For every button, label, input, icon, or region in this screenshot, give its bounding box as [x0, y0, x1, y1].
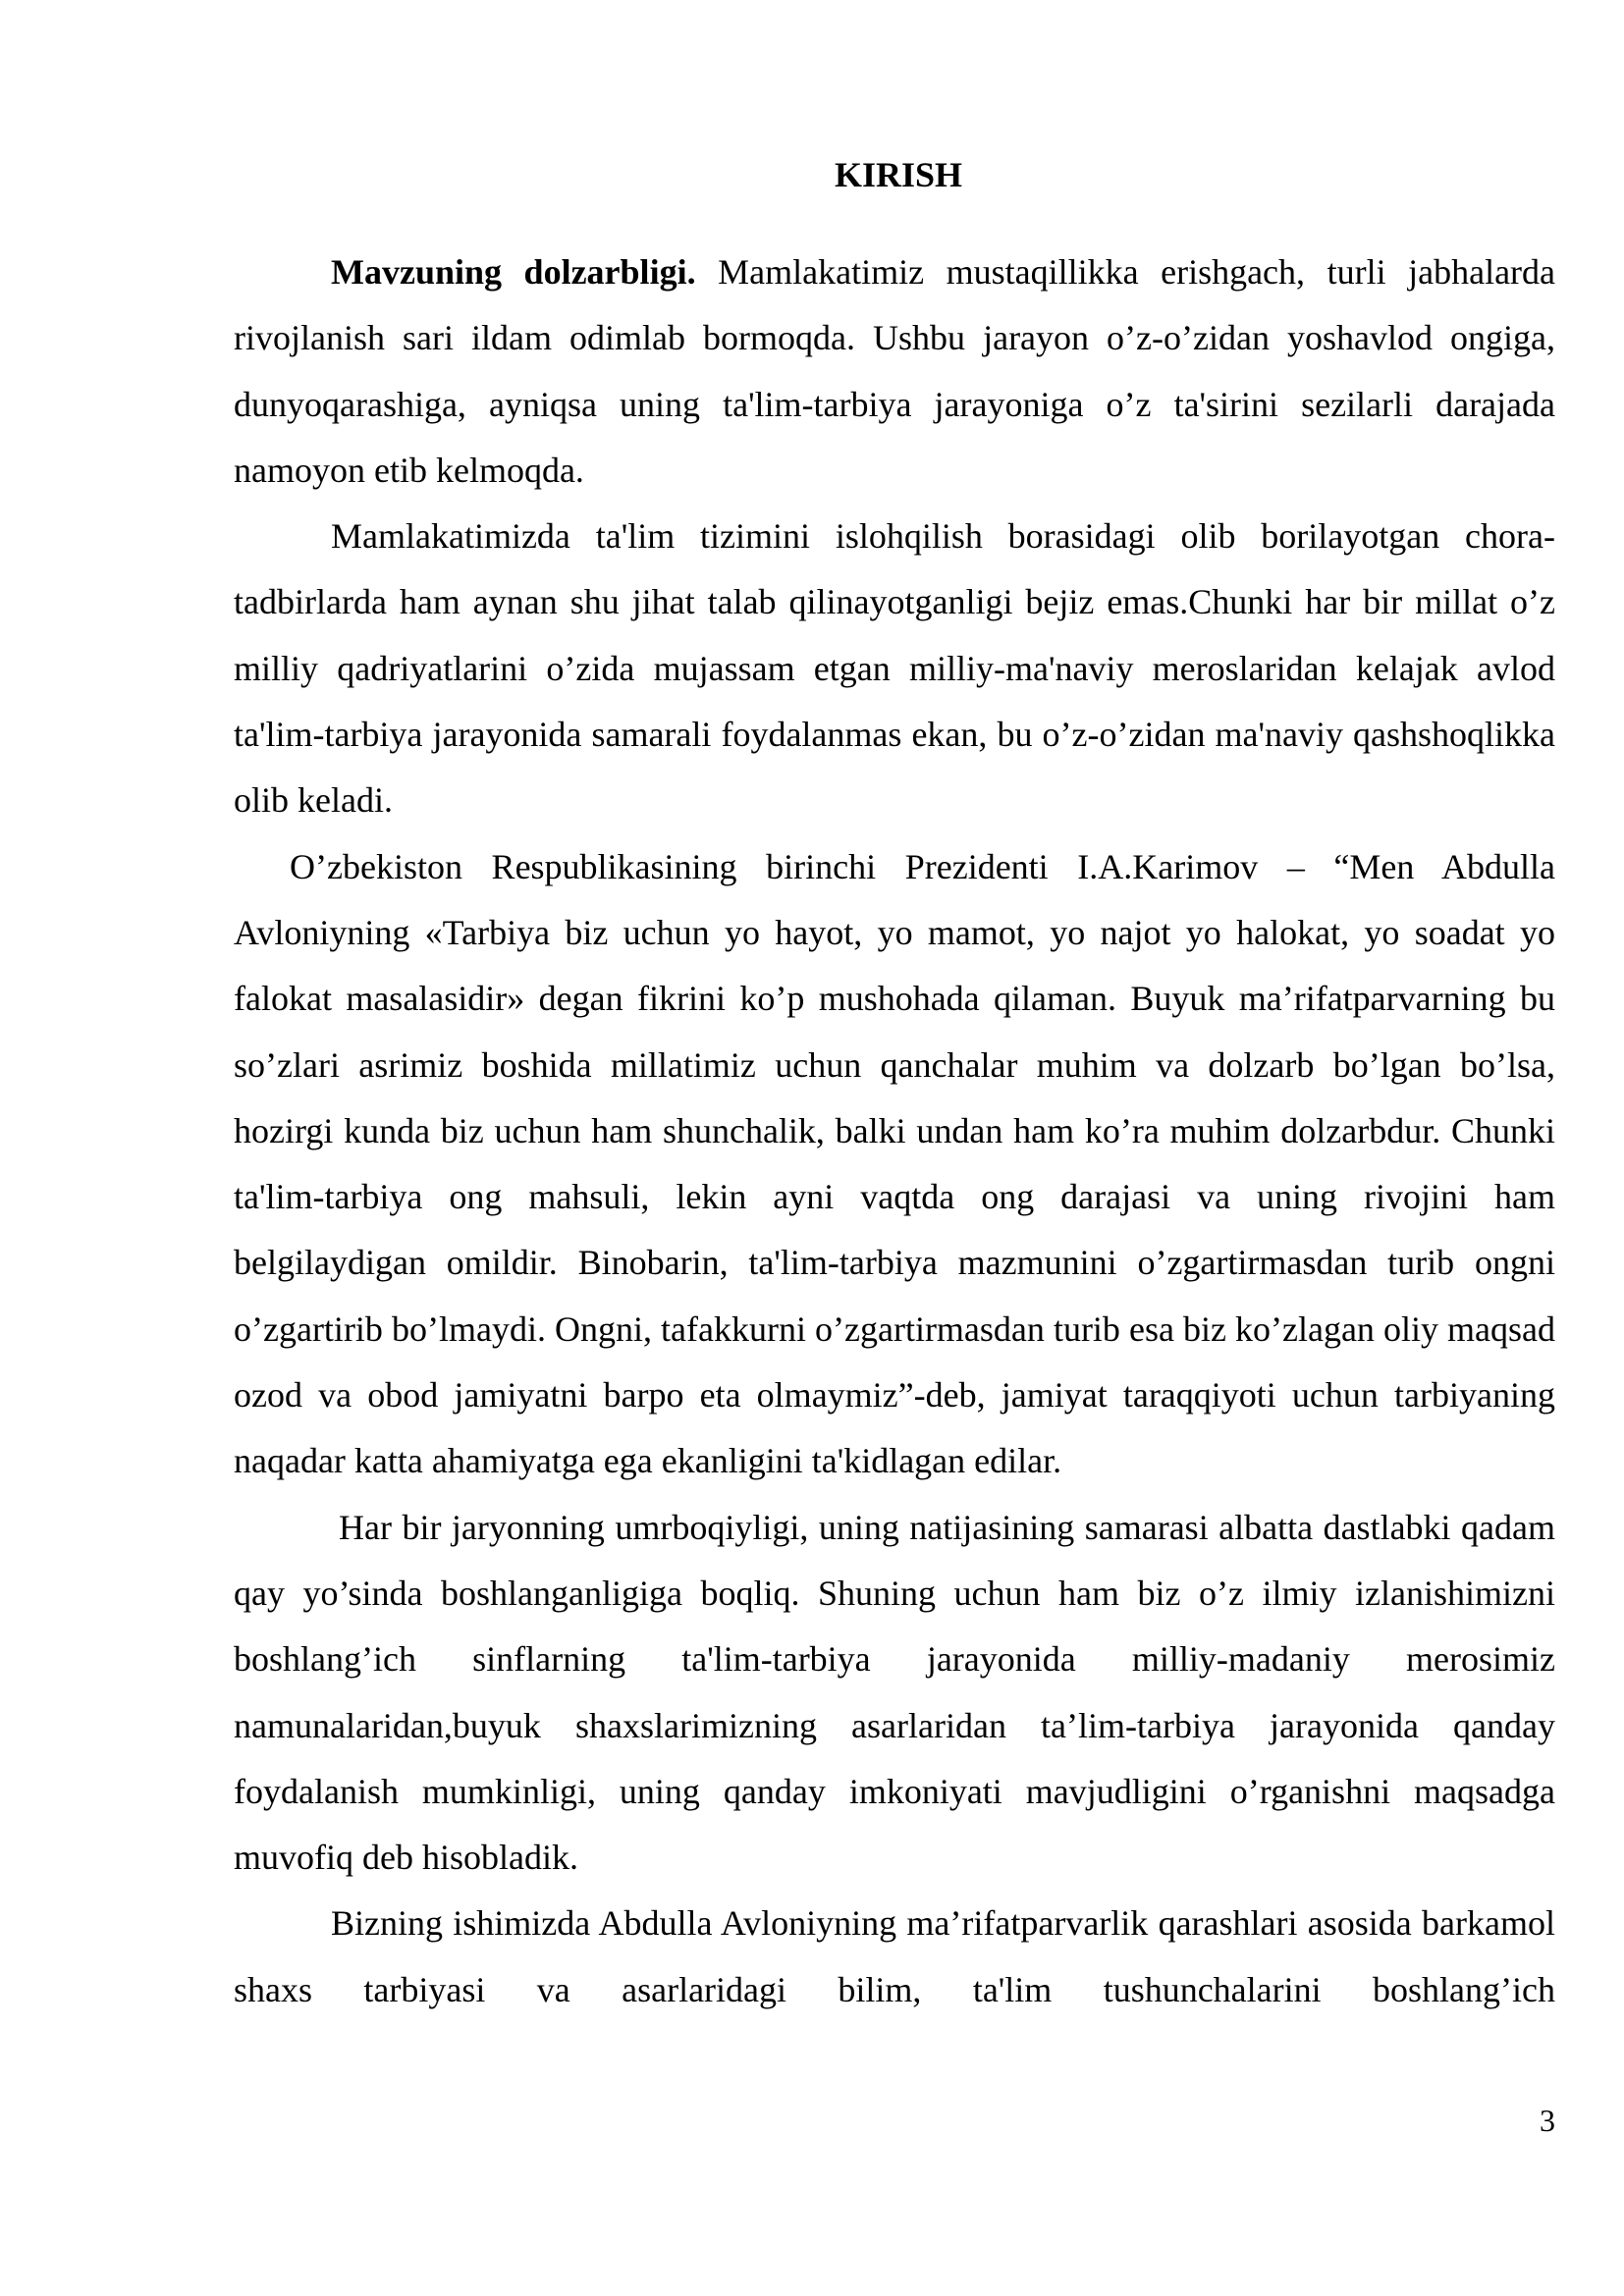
paragraph: Mamlakatimizda ta'lim tizimini islohqilish borasidagi olib borilayotgan chora-tadbirlarda ham aynan shu jihat talab qilinayotganligi bejiz emas.Chunki har bir millat o’z milliy qadriyatlarini o’zida mujassam etgan milliy-ma'naviy meroslaridan kelajak avlod ta'lim-tarbiya jarayonida samarali foydalanmas ekan, bu o’z-o’zidan ma'naviy qashshoqlikka olib keladi.	[234, 516, 1555, 821]
paragraph-text: Mamlakatimiz mustaqillikka erishgach, turli jabhalarda rivojlanish sari ildam odimlab bormoqda. Ushbu jarayon o’z-o’zidan yoshavlod ongiga, dunyoqarashiga, ayniqsa uning ta'lim-tarbiya jarayoniga o’z ta'sirini sezilarli darajada namoyon etib kelmoqda.	[234, 252, 1556, 490]
paragraph: Har bir jaryonning umrboqiyligi, uning natijasining samarasi albatta dastlabki qadam qay yo’sinda boshlanganligiga boqliq. Shuning uchun ham biz o’z ilmiy izlanishimizni boshlang’ich sinflarning ta'lim-tarbiya jarayonida milliy-madaniy merosimiz namunalaridan,buyuk shaxslarimizning asarlaridan ta’lim-tarbiya jarayonida qanday foydalanish mumkinligi, uning qanday imkoniyati mavjudligini o’rganishni maqsadga muvofiq deb hisobladik.	[234, 1507, 1555, 1878]
paragraph-lead: Mavzuning dolzarbligi.	[331, 252, 696, 292]
paragraph-relevance	[234, 240, 1555, 504]
paragraph: Bizning ishimizda Abdulla Avloniyning ma’rifatparvarlik qarashlari asosida barkamol shaxs tarbiyasi va asarlaridagi bilim, ta'lim tushunchalarini boshlang’ich	[234, 1903, 1555, 2009]
paragraph: O’zbekiston Respublikasining birinchi Prezidenti I.A.Karimov – “Men Abdulla Avloniyning «Tarbiya biz uchun yo hayot, yo mamot, yo najot yo halokat, yo soadat yo falokat masalasidir» degan fikrini ko’p mushohada qilaman. Buyuk ma’rifatparvarning bu so’zlari asrimiz boshida millatimiz uchun qanchalar muhim va dolzarb bo’lgan bo’lsa, hozirgi kunda biz uchun ham shunchalik, balki undan ham ko’ra muhim dolzarbdur. Chunki ta'lim-tarbiya ong mahsuli, lekin ayni vaqtda ong darajasi va uning rivojini ham belgilaydigan omildir. Binobarin, ta'lim-tarbiya mazmunini o’zgartirmasdan turib ongni o’zgartirib bo’lmaydi. Ongni, tafakkurni o’zgartirmasdan turib esa biz ko’zlagan oliy maqsad ozod va obod jamiyatni barpo eta olmaymiz”-deb, jamiyat taraqqiyoti uchun tarbiyaning naqadar katta ahamiyatga ega ekanligini ta'kidlagan edilar.	[234, 846, 1555, 1481]
page-title: KIRISH	[834, 155, 963, 194]
page-number: 3	[1540, 2103, 1555, 2138]
document-body	[234, 240, 1555, 2023]
